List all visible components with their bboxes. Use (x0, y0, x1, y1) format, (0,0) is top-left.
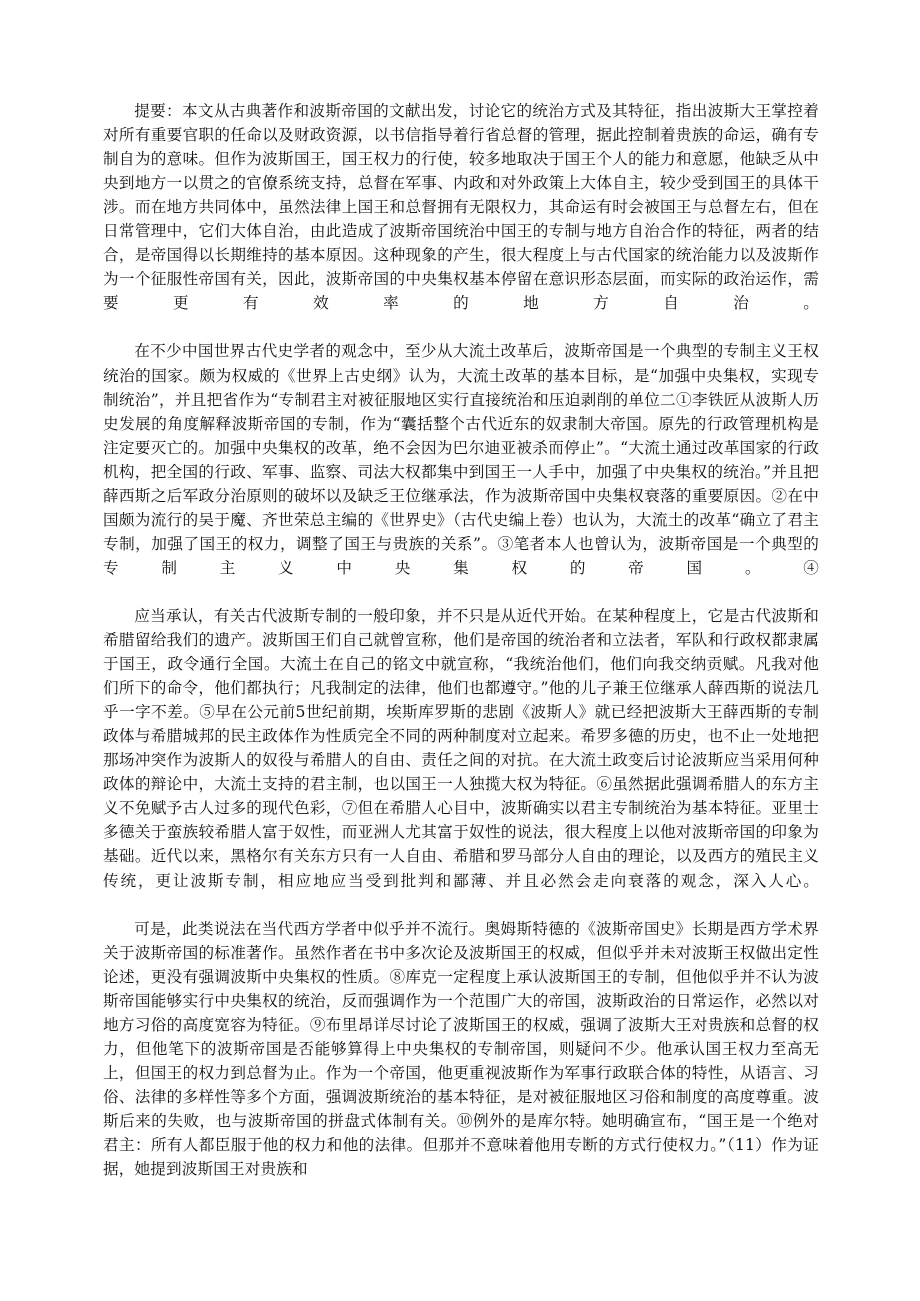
paragraph-western-scholarship: 可是，此类说法在当代西方学者中似乎并不流行。奥姆斯特德的《波斯帝国史》长期是西方学术界关于波斯帝国的标准著作。虽然作者在书中多次论及波斯国王的权威，但似乎并未对波斯王权做出定性论述，更没有强调波斯中央集权的性质。⑧库克一定程度上承认波斯国王的专制，但他似乎并不认为波斯帝国能够实行中央集权的统治，反而强调作为一个范围广大的帝国，波斯政治的日常运作，必然以对地方习俗的高度宽容为特征。⑨布里昂详尽讨论了波斯国王的权威，强调了波斯大王对贵族和总督的权力，但他笔下的波斯帝国是否能够算得上中央集权的专制帝国，则疑问不少。他承认国王权力至高无上，但国王的权力到总督为止。作为一个帝国，他更重视波斯作为军事行政联合体的特性，从语言、习俗、法律的多样性等多个方面，强调波斯统治的基本特征，是对被征服地区习俗和制度的高度尊重。波斯后来的失败，也与波斯帝国的拼盘式体制有关。⑩例外的是库尔特。她明确宣布，“国王是一个绝对君主：所有人都臣服于他的权力和他的法律。但那并不意味着他用专断的方式行使权力。”（11）作为证据，她提到波斯国王对贵族和 (103, 919, 819, 1179)
paragraph-chinese-scholarship: 在不少中国世界古代史学者的观念中，至少从大流土改革后，波斯帝国是一个典型的专制主义王权统治的国家。颇为权威的《世界上古史纲》认为，大流土改革的基本目标，是“加强中央集权，实现专制统治”，并且把省作为“专制君主对被征服地区实行直接统治和压迫剥削的单位二①李铁匠从波斯人历史发展的角度解释波斯帝国的专制，作为“囊括整个古代近东的奴隶制大帝国。原先的行政管理机构是注定要灭亡的。加强中央集权的改革，绝不会因为巴尔迪亚被杀而停止”。“大流土通过改革国家的行政机构，把全国的行政、军事、监察、司法大权都集中到国王一人手中，加强了中央集权的统治。”并且把薛西斯之后军政分治原则的破坏以及缺乏王位继承法，作为波斯帝国中央集权衰落的重要原因。②在中国颇为流行的吴于魔、齐世荣总主编的《世界史》（古代史编上卷）也认为，大流土的改革“确立了君主专制，加强了国王的权力，调整了国王与贵族的关系”。③笔者本人也曾认为，波斯帝国是一个典型的专制主义中央集权的帝国。④ (103, 342, 819, 577)
paragraph-abstract: 提要：本文从古典著作和波斯帝国的文献出发，讨论它的统治方式及其特征，指出波斯大王掌控着对所有重要官职的任命以及财政资源，以书信指导着行省总督的管理，据此控制着贵族的命运，确有专制自为的意味。但作为波斯国王，国王权力的行使，较多地取决于国王个人的能力和意愿，他缺乏从中央到地方一以贯之的官僚系统支持，总督在军事、内政和对外政策上大体自主，较少受到国王的具体干涉。而在地方共同体中，虽然法律上国王和总督拥有无限权力，其命运有时会被国王与总督左右，但在日常管理中，它们大体自治，由此造成了波斯帝国统治中国王的专制与地方自治合作的特征，两者的结合，是帝国得以长期维持的基本原因。这种现象的产生，很大程度上与古代国家的统治能力以及波斯作为一个征服性帝国有关，因此，波斯帝国的中央集权基本停留在意识形态层面，而实际的政治运作，需要更有效率的地方自治。 (103, 102, 819, 313)
paragraph-ancient-impressions: 应当承认，有关古代波斯专制的一般印象，并不只是从近代开始。在某种程度上，它是古代波斯和希腊留给我们的遗产。波斯国王们自己就曾宣称，他们是帝国的统治者和立法者，军队和行政权都隶属于国王，政令通行全国。大流土在自己的铭文中就宣称，“我统治他们，他们向我交纳贡赋。凡我对他们所下的命令，他们都执行；凡我制定的法律，他们也都遵守。”他的儿子兼王位继承人薛西斯的说法几乎一字不差。⑤早在公元前5世纪前期，埃斯库罗斯的悲剧《波斯人》就已经把波斯大王薛西斯的专制政体与希腊城邦的民主政体作为性质完全不同的两种制度对立起来。希罗多德的历史，也不止一处地把那场冲突作为波斯人的奴役与希腊人的自由、责任之间的对抗。在大流土政变后讨论波斯应当采用何种政体的辩论中，大流土支持的君主制，也以国王一人独揽大权为特征。⑥虽然据此强调希腊人的东方主义不免赋予古人过多的现代色彩，⑦但在希腊人心目中，波斯确实以君主专制统治为基本特征。亚里士多德关于蛮族较希腊人富于奴性，而亚洲人尤其富于奴性的说法，很大程度上以他对波斯帝国的印象为基础。近代以来，黑格尔有关东方只有一人自由、希腊和罗马部分人自由的理论，以及西方的殖民主义传统，更让波斯专制，相应地应当受到批判和鄙薄、并且必然会走向衰落的观念，深入人心。 (103, 606, 819, 890)
document-text-block (103, 99, 819, 1181)
